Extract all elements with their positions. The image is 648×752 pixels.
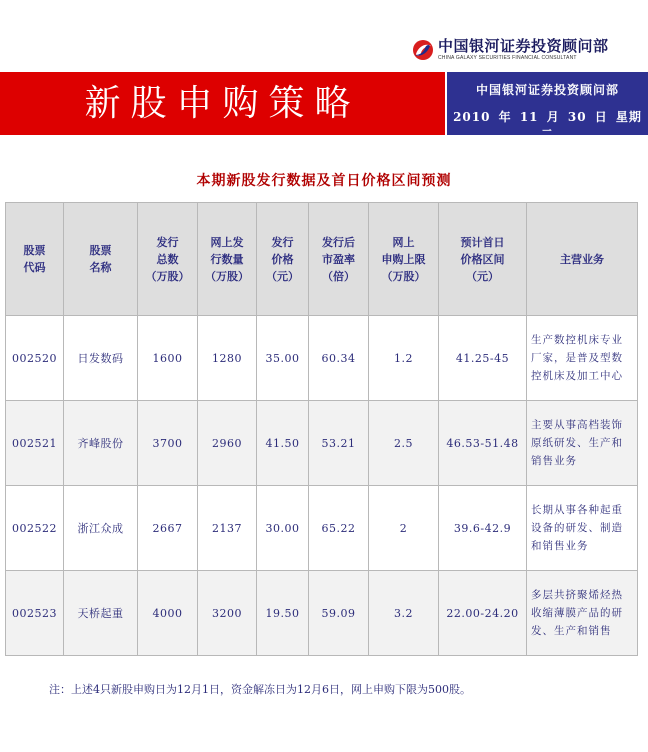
cell-total-issue: 1600 xyxy=(138,316,198,401)
header-business: 主营业务 xyxy=(527,203,638,316)
cell-name: 天桥起重 xyxy=(64,571,138,656)
header-banner xyxy=(0,72,648,141)
banner-date: 2010 年 11 月 30 日 星期二 xyxy=(453,110,642,141)
table-row xyxy=(6,401,638,486)
cell-price: 19.50 xyxy=(257,571,309,656)
header-price: 发行 价格 （元） xyxy=(257,203,309,316)
header-name: 股票 名称 xyxy=(64,203,138,316)
cell-name: 浙江众成 xyxy=(64,486,138,571)
table-row xyxy=(6,316,638,401)
table-row xyxy=(6,571,638,656)
cell-code: 002522 xyxy=(6,486,64,571)
cell-price: 30.00 xyxy=(257,486,309,571)
cell-code: 002521 xyxy=(6,401,64,486)
cell-first-day-range: 46.53-51.48 xyxy=(439,401,527,486)
page-title: 新股申购策略 xyxy=(84,83,361,124)
cell-pe: 59.09 xyxy=(309,571,369,656)
header-online-limit: 网上 申购上限 （万股） xyxy=(369,203,439,316)
cell-price: 35.00 xyxy=(257,316,309,401)
cell-business: 多层共挤聚烯烃热收缩薄膜产品的研发、生产和销售 xyxy=(527,571,638,656)
cell-code: 002523 xyxy=(6,571,64,656)
logo-name-cn: 中国银河证券投资顾问部 xyxy=(438,37,609,55)
cell-online-limit: 1.2 xyxy=(369,316,439,401)
cell-online-limit: 2 xyxy=(369,486,439,571)
china-galaxy-logo-icon xyxy=(412,39,434,61)
header-total-issue: 发行 总数 （万股） xyxy=(138,203,198,316)
table-title: 本期新股发行数据及首日价格区间预测 xyxy=(196,173,452,189)
logo-name-en: CHINA GALAXY SECURITIES FINANCIAL CONSULTANT xyxy=(438,55,577,61)
cell-first-day-range: 22.00-24.20 xyxy=(439,571,527,656)
cell-online-issue: 2960 xyxy=(198,401,257,486)
cell-online-issue: 2137 xyxy=(198,486,257,571)
cell-business: 生产数控机床专业厂家，是普及型数控机床及加工中心 xyxy=(527,316,638,401)
header-pe: 发行后 市盈率 （倍） xyxy=(309,203,369,316)
cell-business: 主要从事高档装饰原纸研发、生产和销售业务 xyxy=(527,401,638,486)
cell-name: 日发数码 xyxy=(64,316,138,401)
cell-code: 002520 xyxy=(6,316,64,401)
cell-pe: 60.34 xyxy=(309,316,369,401)
cell-total-issue: 3700 xyxy=(138,401,198,486)
banner-org: 中国银河证券投资顾问部 xyxy=(475,83,619,97)
cell-first-day-range: 41.25-45 xyxy=(439,316,527,401)
cell-online-limit: 3.2 xyxy=(369,571,439,656)
cell-pe: 53.21 xyxy=(309,401,369,486)
footnote: 注：上述4只新股申购日为12月1日，资金解冻日为12月6日，网上申购下限为500股。 xyxy=(49,683,471,696)
cell-online-limit: 2.5 xyxy=(369,401,439,486)
cell-total-issue: 2667 xyxy=(138,486,198,571)
header-online-issue: 网上发 行数量 （万股） xyxy=(198,203,257,316)
cell-price: 41.50 xyxy=(257,401,309,486)
cell-first-day-range: 39.6-42.9 xyxy=(439,486,527,571)
header-first-day-range: 预计首日 价格区间 （元） xyxy=(439,203,527,316)
cell-total-issue: 4000 xyxy=(138,571,198,656)
table-header-row xyxy=(6,203,638,316)
company-logo xyxy=(412,35,609,65)
header-code: 股票 代码 xyxy=(6,203,64,316)
cell-online-issue: 1280 xyxy=(198,316,257,401)
table-row xyxy=(6,486,638,571)
cell-business: 长期从事各种起重设备的研发、制造和销售业务 xyxy=(527,486,638,571)
cell-pe: 65.22 xyxy=(309,486,369,571)
ipo-data-table xyxy=(5,202,638,656)
cell-name: 齐峰股份 xyxy=(64,401,138,486)
cell-online-issue: 3200 xyxy=(198,571,257,656)
